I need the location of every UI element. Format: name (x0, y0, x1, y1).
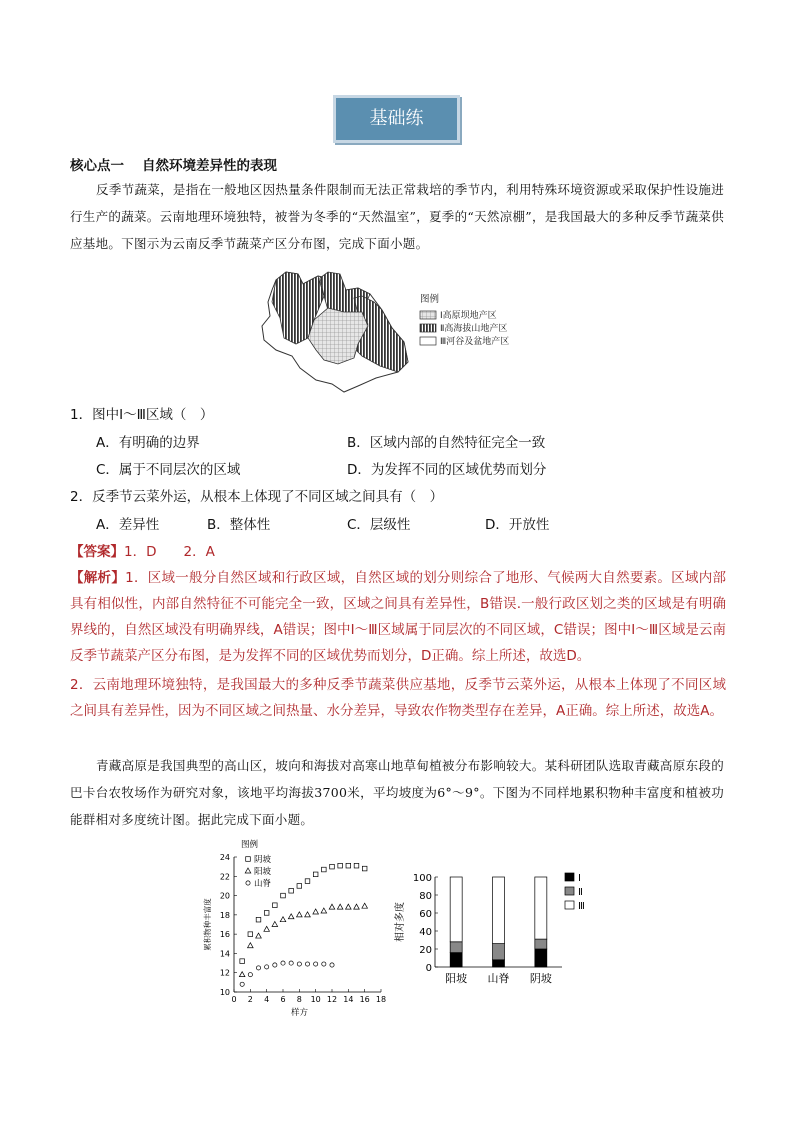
point-triangle (337, 904, 343, 909)
point-triangle (248, 943, 254, 948)
legend-label-triangle: 阳坡 (254, 867, 272, 877)
point-circle (240, 982, 244, 986)
point-triangle (354, 904, 360, 909)
point-square (240, 959, 245, 964)
x-tick-label: 8 (296, 995, 302, 1004)
point-square (273, 903, 278, 908)
legend-label-iii: Ⅲ河谷及盆地产区 (440, 337, 510, 347)
bar-segment (535, 939, 547, 949)
analysis-label: 【解析】 (70, 570, 126, 586)
question-2-option-d: D．开放性 (485, 517, 550, 533)
passage-1: 反季节蔬菜，是指在一般地区因热量条件限制而无法正常栽培的季节内，利用特殊环境资源或采取保护性设施进行生产的蔬菜。云南地理环境独特，被誉为冬季的“天然温室”，夏季的“天然凉棚”，是我国最大的多种反季节蔬菜供应基地。下图示为云南反季节蔬菜产区分布图，完成下面小题。 (70, 182, 724, 251)
point-square (281, 893, 286, 898)
legend-swatch-iii (420, 337, 436, 345)
x-tick-label: 0 (231, 995, 237, 1004)
point-circle (330, 963, 334, 967)
legend-swatch-ii (420, 324, 436, 332)
question-1-option-a: A．有明确的边界 (96, 435, 200, 451)
section-title (70, 154, 277, 174)
y-tick-label: 24 (219, 853, 230, 862)
relative-abundance-bar-chart (390, 860, 600, 990)
question-1-option-c: C．属于不同层次的区域 (96, 462, 241, 478)
bar-y-tick-label: 80 (419, 891, 432, 902)
y-tick-label: 22 (219, 872, 230, 882)
bar-legend-label: Ⅲ (578, 901, 585, 912)
point-triangle (362, 903, 368, 908)
point-circle (256, 966, 260, 970)
x-axis-label: 样方 (290, 1008, 309, 1018)
question-2-option-b: B．整体性 (207, 517, 271, 533)
bar-legend-swatch (565, 901, 574, 909)
bar-segment (535, 949, 547, 967)
bar-y-tick-label: 40 (419, 927, 432, 938)
question-1-option-d: D．为发挥不同的区域优势而划分 (347, 462, 547, 478)
x-tick-label: 10 (310, 995, 321, 1004)
map-legend-title: 图例 (420, 294, 440, 305)
point-triangle (256, 933, 262, 938)
point-circle (273, 963, 277, 967)
point-triangle (297, 912, 303, 917)
passage-2: 青藏高原是我国典型的高山区，坡向和海拔对高寒山地草甸植被分布影响较大。某科研团队选取青藏高原东段的巴卡台农牧场作为研究对象，该地平均海拔3700米，平均坡度为6°～9°。下图为不同样地累积物种丰富度和植被功能群相对多度统计图。据此完成下面小题。 (70, 758, 724, 827)
point-triangle (272, 922, 278, 927)
question-2-option-c: C．层级性 (347, 517, 411, 533)
y-tick-label: 10 (219, 988, 230, 997)
answer-text: 1．D 2．A (124, 544, 215, 560)
point-square (322, 867, 327, 872)
point-circle (289, 961, 293, 965)
bar-y-tick-label: 60 (419, 909, 432, 920)
bar-category-label: 阳坡 (445, 972, 468, 985)
point-square (256, 917, 261, 922)
point-triangle (313, 909, 319, 914)
y-tick-label: 14 (219, 949, 230, 959)
y-axis-label: 累积物种丰富度 (203, 898, 212, 951)
point-square (330, 864, 335, 869)
x-tick-label: 12 (326, 995, 338, 1004)
point-triangle (346, 904, 352, 909)
point-triangle (264, 926, 270, 931)
scatter-legend-title: 图例 (241, 840, 259, 850)
point-square (289, 888, 294, 893)
point-square (346, 863, 351, 868)
point-triangle (288, 914, 294, 919)
point-circle (265, 965, 269, 969)
point-circle (281, 961, 285, 965)
point-square (305, 879, 310, 884)
point-square (313, 872, 318, 877)
x-tick-label: 16 (359, 995, 370, 1004)
answer-line (70, 540, 215, 560)
legend-marker-circle (246, 881, 250, 885)
analysis-text-1: 1．区域一般分自然区域和行政区域，自然区域的划分则综合了地形、气候两大自然要素。区域内部具有相似性，内部自然特征不可能完全一致，区域之间具有差异性，B错误.一般行政区划之类的区域是有明确界线的，自然区域没有明确界线，A错误；图中Ⅰ～Ⅲ区域属于同层次的不同区域，C错误；图中Ⅰ～Ⅲ区域是云南反季节蔬菜产区分布图，是为发挥不同的区域优势而划分，D正确。综上所述，故选D。 (70, 570, 727, 664)
point-circle (322, 962, 326, 966)
point-triangle (329, 904, 335, 909)
bar-y-tick-label: 0 (425, 963, 432, 974)
yunnan-region-map (258, 268, 548, 398)
x-tick-label: 2 (247, 995, 253, 1004)
bar-legend-label: Ⅱ (578, 887, 583, 898)
bar-segment (493, 877, 505, 944)
analysis-paragraph-1 (70, 565, 726, 669)
bar-legend-swatch (565, 887, 574, 895)
bar-y-tick-label: 100 (412, 873, 432, 884)
bar-segment (493, 960, 505, 967)
question-2-option-a: A．差异性 (96, 517, 160, 533)
y-tick-label: 20 (219, 891, 230, 901)
bar-y-tick-label: 20 (419, 945, 432, 956)
point-triangle (280, 917, 286, 922)
legend-marker-triangle (245, 868, 251, 873)
bar-y-axis-label: 相对多度 (395, 902, 406, 942)
point-triangle (239, 972, 245, 977)
legend-swatch-i (420, 311, 436, 319)
bar-segment (535, 877, 547, 939)
analysis-paragraph-2: 2．云南地理环境独特，是我国最大的多种反季节蔬菜供应基地，反季节云菜外运，从根本上体现了不同区域之间具有差异性，因为不同区域之间热量、水分差异，导致农作物类型存在差异，A正确。综上所述，故选A。 (70, 677, 726, 719)
section-topic: 自然环境差异性的表现 (142, 158, 277, 174)
bar-category-label: 山脊 (487, 972, 510, 985)
x-tick-label: 6 (280, 995, 286, 1004)
bar-category-label: 阴坡 (529, 972, 552, 985)
x-tick-label: 14 (343, 995, 354, 1004)
y-tick-label: 12 (219, 968, 230, 978)
point-square (338, 863, 343, 868)
point-circle (314, 962, 318, 966)
bar-segment (493, 944, 505, 960)
answer-label: 【答案】 (70, 544, 124, 560)
question-2-stem: 2．反季节云菜外运，从根本上体现了不同区域之间具有（ ） (70, 489, 444, 505)
point-square (297, 884, 302, 889)
section-label: 核心点一 (70, 158, 124, 174)
point-square (264, 911, 269, 916)
section-banner: 基础练 (333, 95, 460, 143)
point-triangle (305, 912, 311, 917)
bar-segment (450, 953, 462, 967)
point-circle (297, 962, 301, 966)
point-square (248, 932, 253, 937)
legend-label-i: Ⅰ高原坝地产区 (440, 311, 497, 321)
bar-legend-label: Ⅰ (578, 873, 581, 884)
legend-label-ii: Ⅱ高海拔山地产区 (440, 324, 508, 334)
bar-legend-swatch (565, 873, 574, 881)
point-square (362, 866, 367, 871)
x-tick-label: 4 (264, 995, 270, 1004)
point-circle (305, 962, 309, 966)
point-triangle (321, 908, 327, 913)
question-1-stem: 1．图中Ⅰ～Ⅲ区域（ ） (70, 407, 214, 423)
bar-segment (450, 942, 462, 953)
y-tick-label: 16 (219, 930, 230, 940)
point-circle (248, 973, 252, 977)
species-richness-scatter-chart (196, 836, 396, 1026)
question-1-option-b: B．区域内部的自然特征完全一致 (347, 435, 546, 451)
x-tick-label: 18 (375, 995, 387, 1004)
legend-label-circle: 山脊 (254, 879, 272, 889)
bar-segment (450, 877, 462, 942)
legend-label-square: 阴坡 (254, 855, 272, 865)
legend-marker-square (246, 857, 251, 862)
point-square (354, 863, 359, 868)
y-tick-label: 18 (219, 910, 230, 920)
